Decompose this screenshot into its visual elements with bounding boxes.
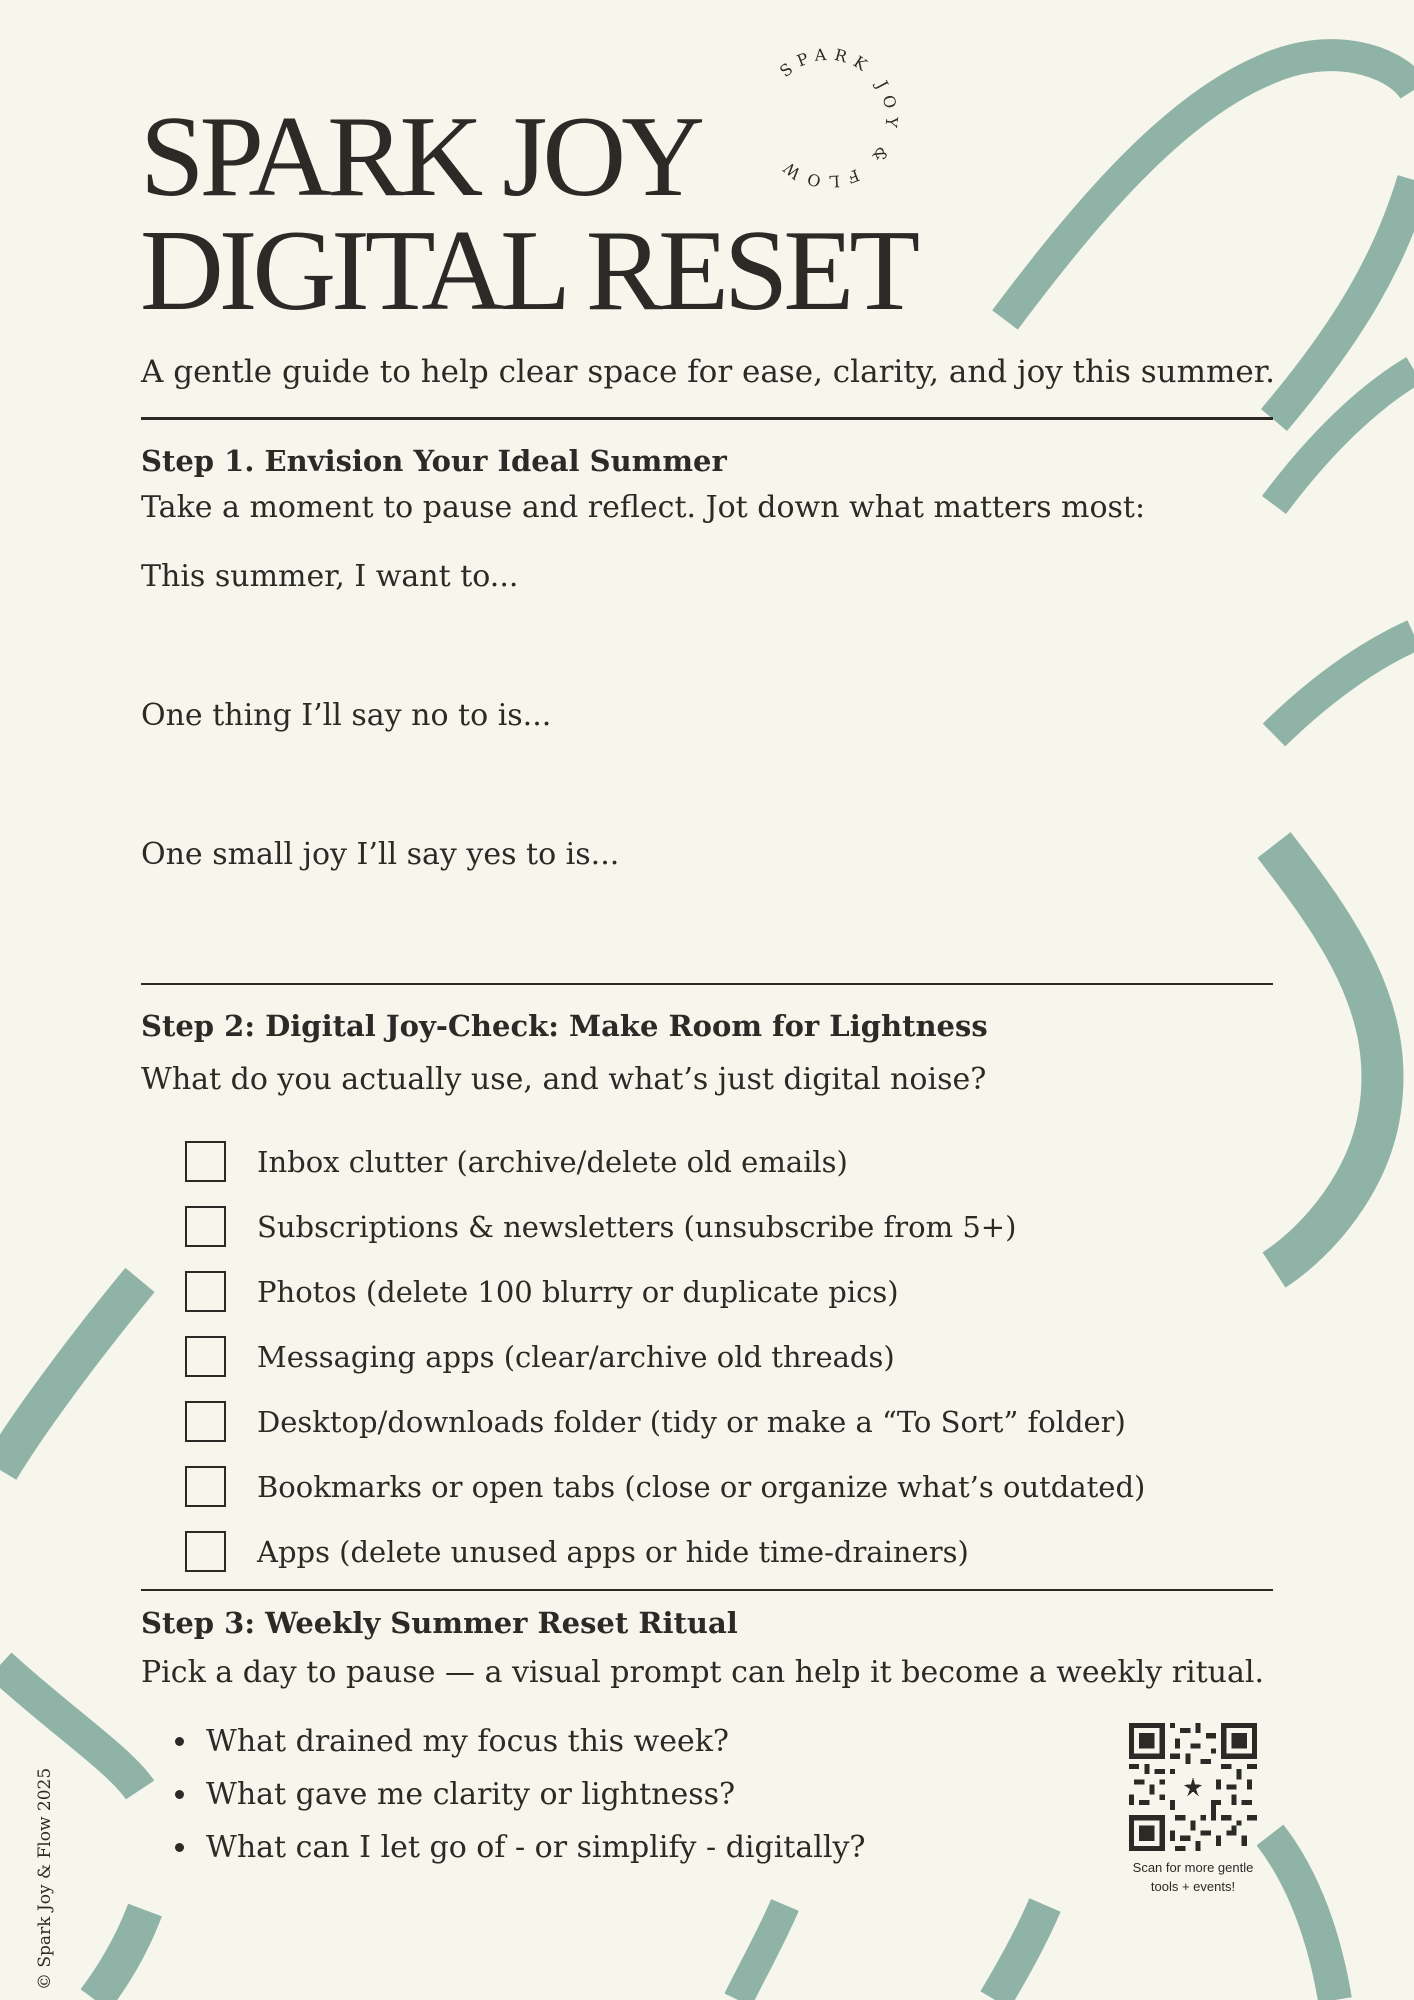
title-line-1: SPARK JOY: [140, 93, 700, 221]
checkbox[interactable]: [185, 1401, 226, 1442]
qr-code-icon[interactable]: [1129, 1723, 1257, 1851]
copyright-notice: © Spark Joy & Flow 2025: [35, 1767, 55, 1990]
bullet-icon: [175, 1737, 184, 1746]
checkbox[interactable]: [185, 1271, 226, 1312]
checklist-item: [185, 1389, 1145, 1454]
step1-prompt-want: This summer, I want to...: [141, 559, 519, 594]
digital-checklist: [185, 1129, 1145, 1584]
qr-caption: [1109, 1858, 1277, 1896]
step3-intro: Pick a day to pause — a visual prompt can help it become a weekly ritual.: [141, 1655, 1265, 1690]
step1-title: Step 1. Envision Your Ideal Summer: [141, 444, 727, 478]
checkbox[interactable]: [185, 1531, 226, 1572]
step1-prompt-yes: One small joy I’ll say yes to is...: [141, 837, 620, 872]
checkbox[interactable]: [185, 1206, 226, 1247]
checklist-label: Desktop/downloads folder (tidy or make a “To Sort” folder): [257, 1404, 1126, 1439]
list-item: [175, 1715, 865, 1768]
bullet-icon: [175, 1790, 184, 1799]
qr-caption-line-2: tools + events!: [1150, 1879, 1236, 1894]
question-text: What can I let go of - or simplify - digitally?: [206, 1830, 866, 1865]
checklist-label: Inbox clutter (archive/delete old emails): [257, 1144, 848, 1179]
checklist-item: [185, 1194, 1145, 1259]
step2-intro: What do you actually use, and what’s just digital noise?: [141, 1062, 987, 1097]
checklist-item: [185, 1454, 1145, 1519]
seal-text: SPARK JOY & FLOW: [774, 44, 902, 192]
checklist-label: Subscriptions & newsletters (unsubscribe from 5+): [257, 1209, 1017, 1244]
list-item: [175, 1768, 865, 1821]
checklist-item: [185, 1129, 1145, 1194]
qr-caption-line-1: Scan for more gentle: [1132, 1860, 1254, 1875]
question-text: What drained my focus this week?: [206, 1724, 729, 1759]
checklist-item: [185, 1259, 1145, 1324]
checklist-item: [185, 1324, 1145, 1389]
checklist-label: Bookmarks or open tabs (close or organize what’s outdated): [257, 1469, 1146, 1504]
bullet-icon: [175, 1843, 184, 1852]
checklist-item: [185, 1519, 1145, 1584]
step2-title: Step 2: Digital Joy-Check: Make Room for Lightness: [141, 1009, 988, 1043]
subtitle: A gentle guide to help clear space for ease, clarity, and joy this summer.: [141, 354, 1276, 390]
checklist-label: Photos (delete 100 blurry or duplicate pics): [257, 1274, 899, 1309]
reflection-questions: [175, 1715, 865, 1874]
header-divider: [141, 417, 1273, 420]
step3-title: Step 3: Weekly Summer Reset Ritual: [141, 1606, 738, 1640]
step1-prompt-no: One thing I’ll say no to is...: [141, 698, 552, 733]
checklist-label: Apps (delete unused apps or hide time-drainers): [257, 1534, 969, 1569]
list-item: [175, 1821, 865, 1874]
section-divider: [141, 1589, 1273, 1591]
section-divider: [141, 983, 1273, 985]
checkbox[interactable]: [185, 1336, 226, 1377]
question-text: What gave me clarity or lightness?: [206, 1777, 736, 1812]
checkbox[interactable]: [185, 1141, 226, 1182]
checklist-label: Messaging apps (clear/archive old threads): [257, 1339, 895, 1374]
title-line-2: DIGITAL RESET: [140, 207, 916, 335]
page-title: [140, 93, 916, 335]
checkbox[interactable]: [185, 1466, 226, 1507]
step1-intro: Take a moment to pause and reflect. Jot down what matters most:: [141, 490, 1146, 525]
